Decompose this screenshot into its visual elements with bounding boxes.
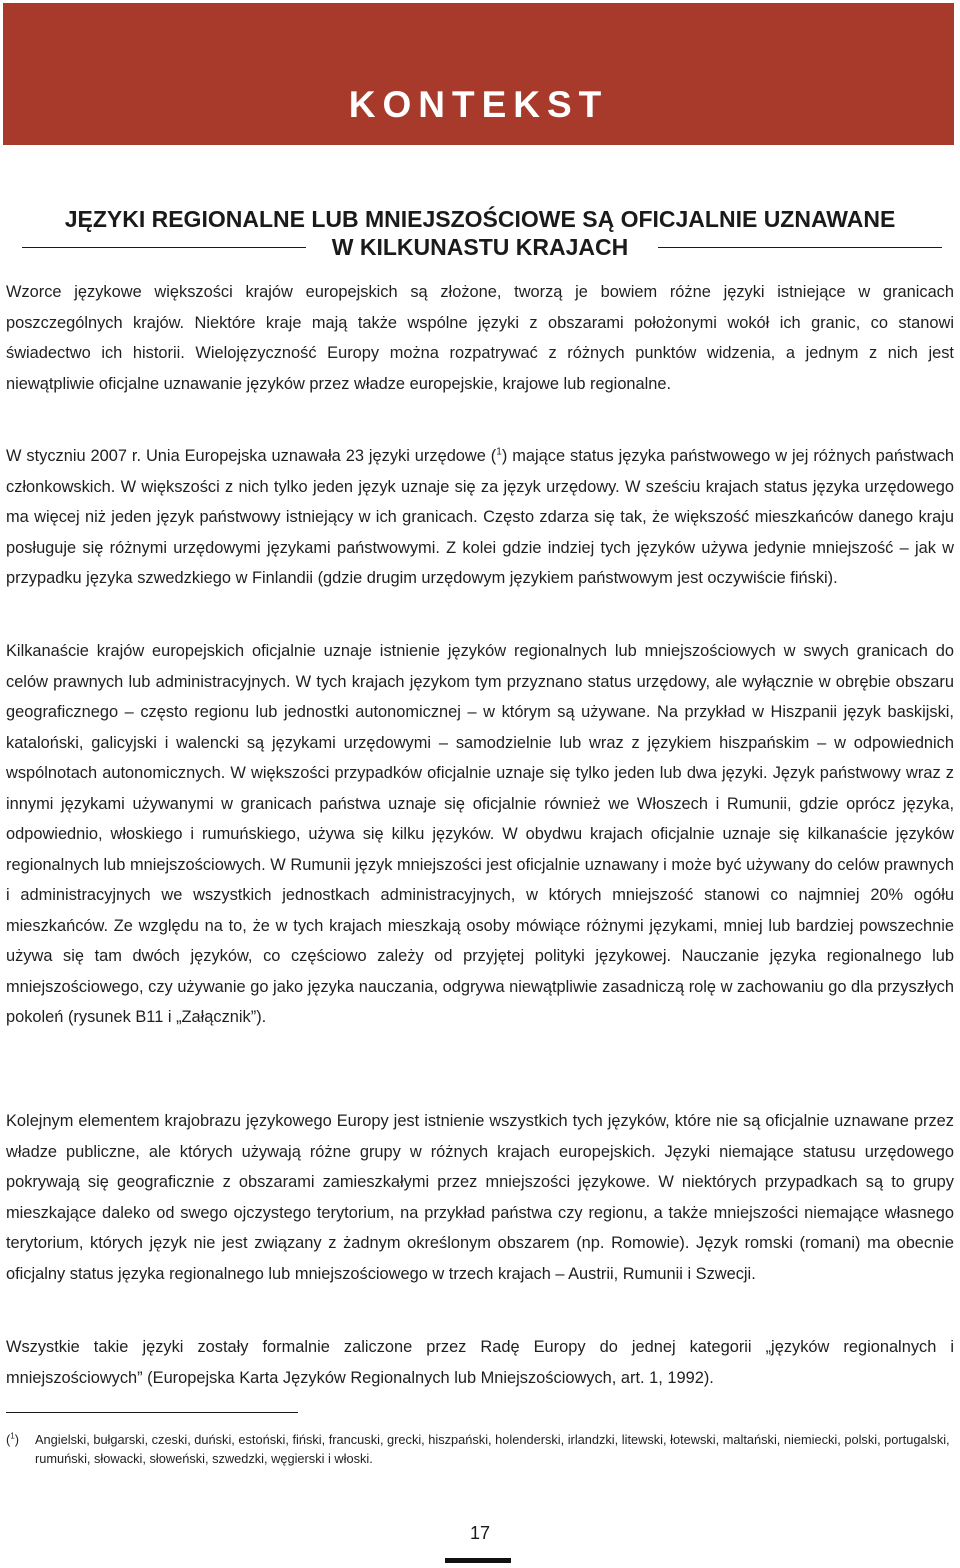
paragraph-2 bbox=[6, 441, 954, 594]
paragraph-2-text-before: W styczniu 2007 r. Unia Europejska uznawała 23 języki urzędowe ( bbox=[6, 447, 497, 465]
page-number-bar bbox=[445, 1558, 511, 1563]
footnote-mark-number: 1 bbox=[10, 1431, 15, 1441]
footnote-mark-open: ( bbox=[6, 1432, 11, 1447]
paragraph-5: Wszystkie takie języki zostały formalnie zaliczone przez Radę Europy do jednej kategorii „języków regionalnych i mniejszościowych” (Europejska Karta Języków Regionalnych lub Mniejszościowych, art. 1, 1992). bbox=[6, 1338, 954, 1387]
section-heading-line-1: JĘZYKI REGIONALNE LUB MNIEJSZOŚCIOWE SĄ OFICJALNIE UZNAWANE bbox=[64, 206, 896, 232]
banner-title: KONTEKST bbox=[348, 84, 609, 125]
footnote-reference[interactable]: 1 bbox=[496, 446, 502, 458]
footnote bbox=[6, 1430, 954, 1468]
section-heading-line-2: W KILKUNASTU KRAJACH bbox=[331, 234, 629, 260]
footnote-mark bbox=[6, 1430, 19, 1449]
paragraph-1: Wzorce językowe większości krajów europejskich są złożone, tworzą je bowiem różne języki istniejące w granicach poszczególnych krajów. Niektóre kraje mają także wspólne języki z obszarami położonymi wokół ich granic, co stanowi świadectwo ich historii. Wielojęzyczność Europy można rozpatrywać z różnych punktów widzenia, a jednym z nich jest niewątpliwie oficjalne uznawanie języków przez władze europejskie, krajowe lub regionalne. bbox=[6, 283, 954, 393]
footnote-mark-close: ) bbox=[14, 1432, 19, 1447]
footnote-separator bbox=[6, 1412, 298, 1413]
paragraph-2-text-after: ) mające status języka państwowego w jej różnych państwach członkowskich. W większości z nich tylko jeden język uznaje się za język urzędowy. W sześciu krajach status języka urzędowego ma więcej niż jeden język państwowy istniejący w ich granicach. Często zdarza się tak, że większość mieszkańców danego kraju posługuje się różnymi urzędowymi językami państwowymi. Z kolei gdzie indziej tych języków używa jedynie mniejszość – jak w przypadku języka szwedzkiego w Finlandii (gdzie drugim urzędowym językiem państwowym jest oczywiście fiński). bbox=[6, 447, 954, 587]
heading-rule-right bbox=[658, 247, 942, 248]
kontekst-banner bbox=[3, 3, 954, 145]
paragraph-3: Kilkanaście krajów europejskich oficjalnie uznaje istnienie języków regionalnych lub mniejszościowych w swych granicach do celów prawnych lub administracyjnych. W tych krajach językom tym przyznano status urzędowy, ale wyłącznie w obrębie obszaru geograficznego – często regionu lub jednostki autonomicznej – w którym są używane. Na przykład w Hiszpanii język baskijski, kataloński, galicyjski i walencki są językami urzędowymi – samodzielnie lub wraz z językiem hiszpańskim – w odpowiednich wspólnotach autonomicznych. W większości przypadków oficjalnie uznaje się tylko jeden lub dwa języki. Język państwowy wraz z innymi językami używanymi w granicach państwa uznaje się oficjalnie również we Włoszech i Rumunii, gdzie oprócz języka, odpowiednio, włoskiego i rumuńskiego, używa się kilku języków. W obydwu krajach oficjalnie uznaje się kilkanaście języków regionalnych lub mniejszościowych. W Rumunii język mniejszości jest oficjalnie uznawany i może być używany do celów prawnych i administracyjnych we wszystkich jednostkach administracyjnych, w których mniejszość stanowi co najmniej 20% ogółu mieszkańców. Ze względu na to, że w tych krajach mieszkają osoby mówiące różnymi językami, mniej lub bardziej powszechnie używa się tam dwóch języków, co częściowo zależy od przyjętej polityki językowej. Nauczanie języka regionalnego lub mniejszościowego, czy używanie go jako języka nauczania, odgrywa niewątpliwie zasadniczą rolę w zachowaniu go dla przyszłych pokoleń (rysunek B11 i „Załącznik”). bbox=[6, 642, 954, 1026]
footnote-text: Angielski, bułgarski, czeski, duński, estoński, fiński, francuski, grecki, hiszpański, holenderski, irlandzki, litewski, łotewski, maltański, niemiecki, polski, portugalski, rumuński, słowacki, słoweński, szwedzki, węgierski i włoski. bbox=[35, 1432, 950, 1466]
page-number: 17 bbox=[469, 1523, 491, 1543]
paragraph-4: Kolejnym elementem krajobrazu językowego Europy jest istnienie wszystkich tych języków, które nie są oficjalnie uznawane przez władze publiczne, ale których używają różne grupy w różnych krajach europejskich. Języki niemające statusu urzędowego pokrywają się geograficznie z obszarami zamieszkałymi przez mniejszości językowe. W niektórych przypadkach są to grupy mieszkające daleko od swego ojczystego terytorium, na przykład państwa czy regionu, a także mniejszości niemające własnego terytorium, których język nie jest związany z żadnym określonym obszarem (np. Romowie). Język romski (romani) ma obecnie oficjalny status języka regionalnego lub mniejszościowego w trzech krajach – Austrii, Rumunii i Szwecji. bbox=[6, 1112, 954, 1283]
